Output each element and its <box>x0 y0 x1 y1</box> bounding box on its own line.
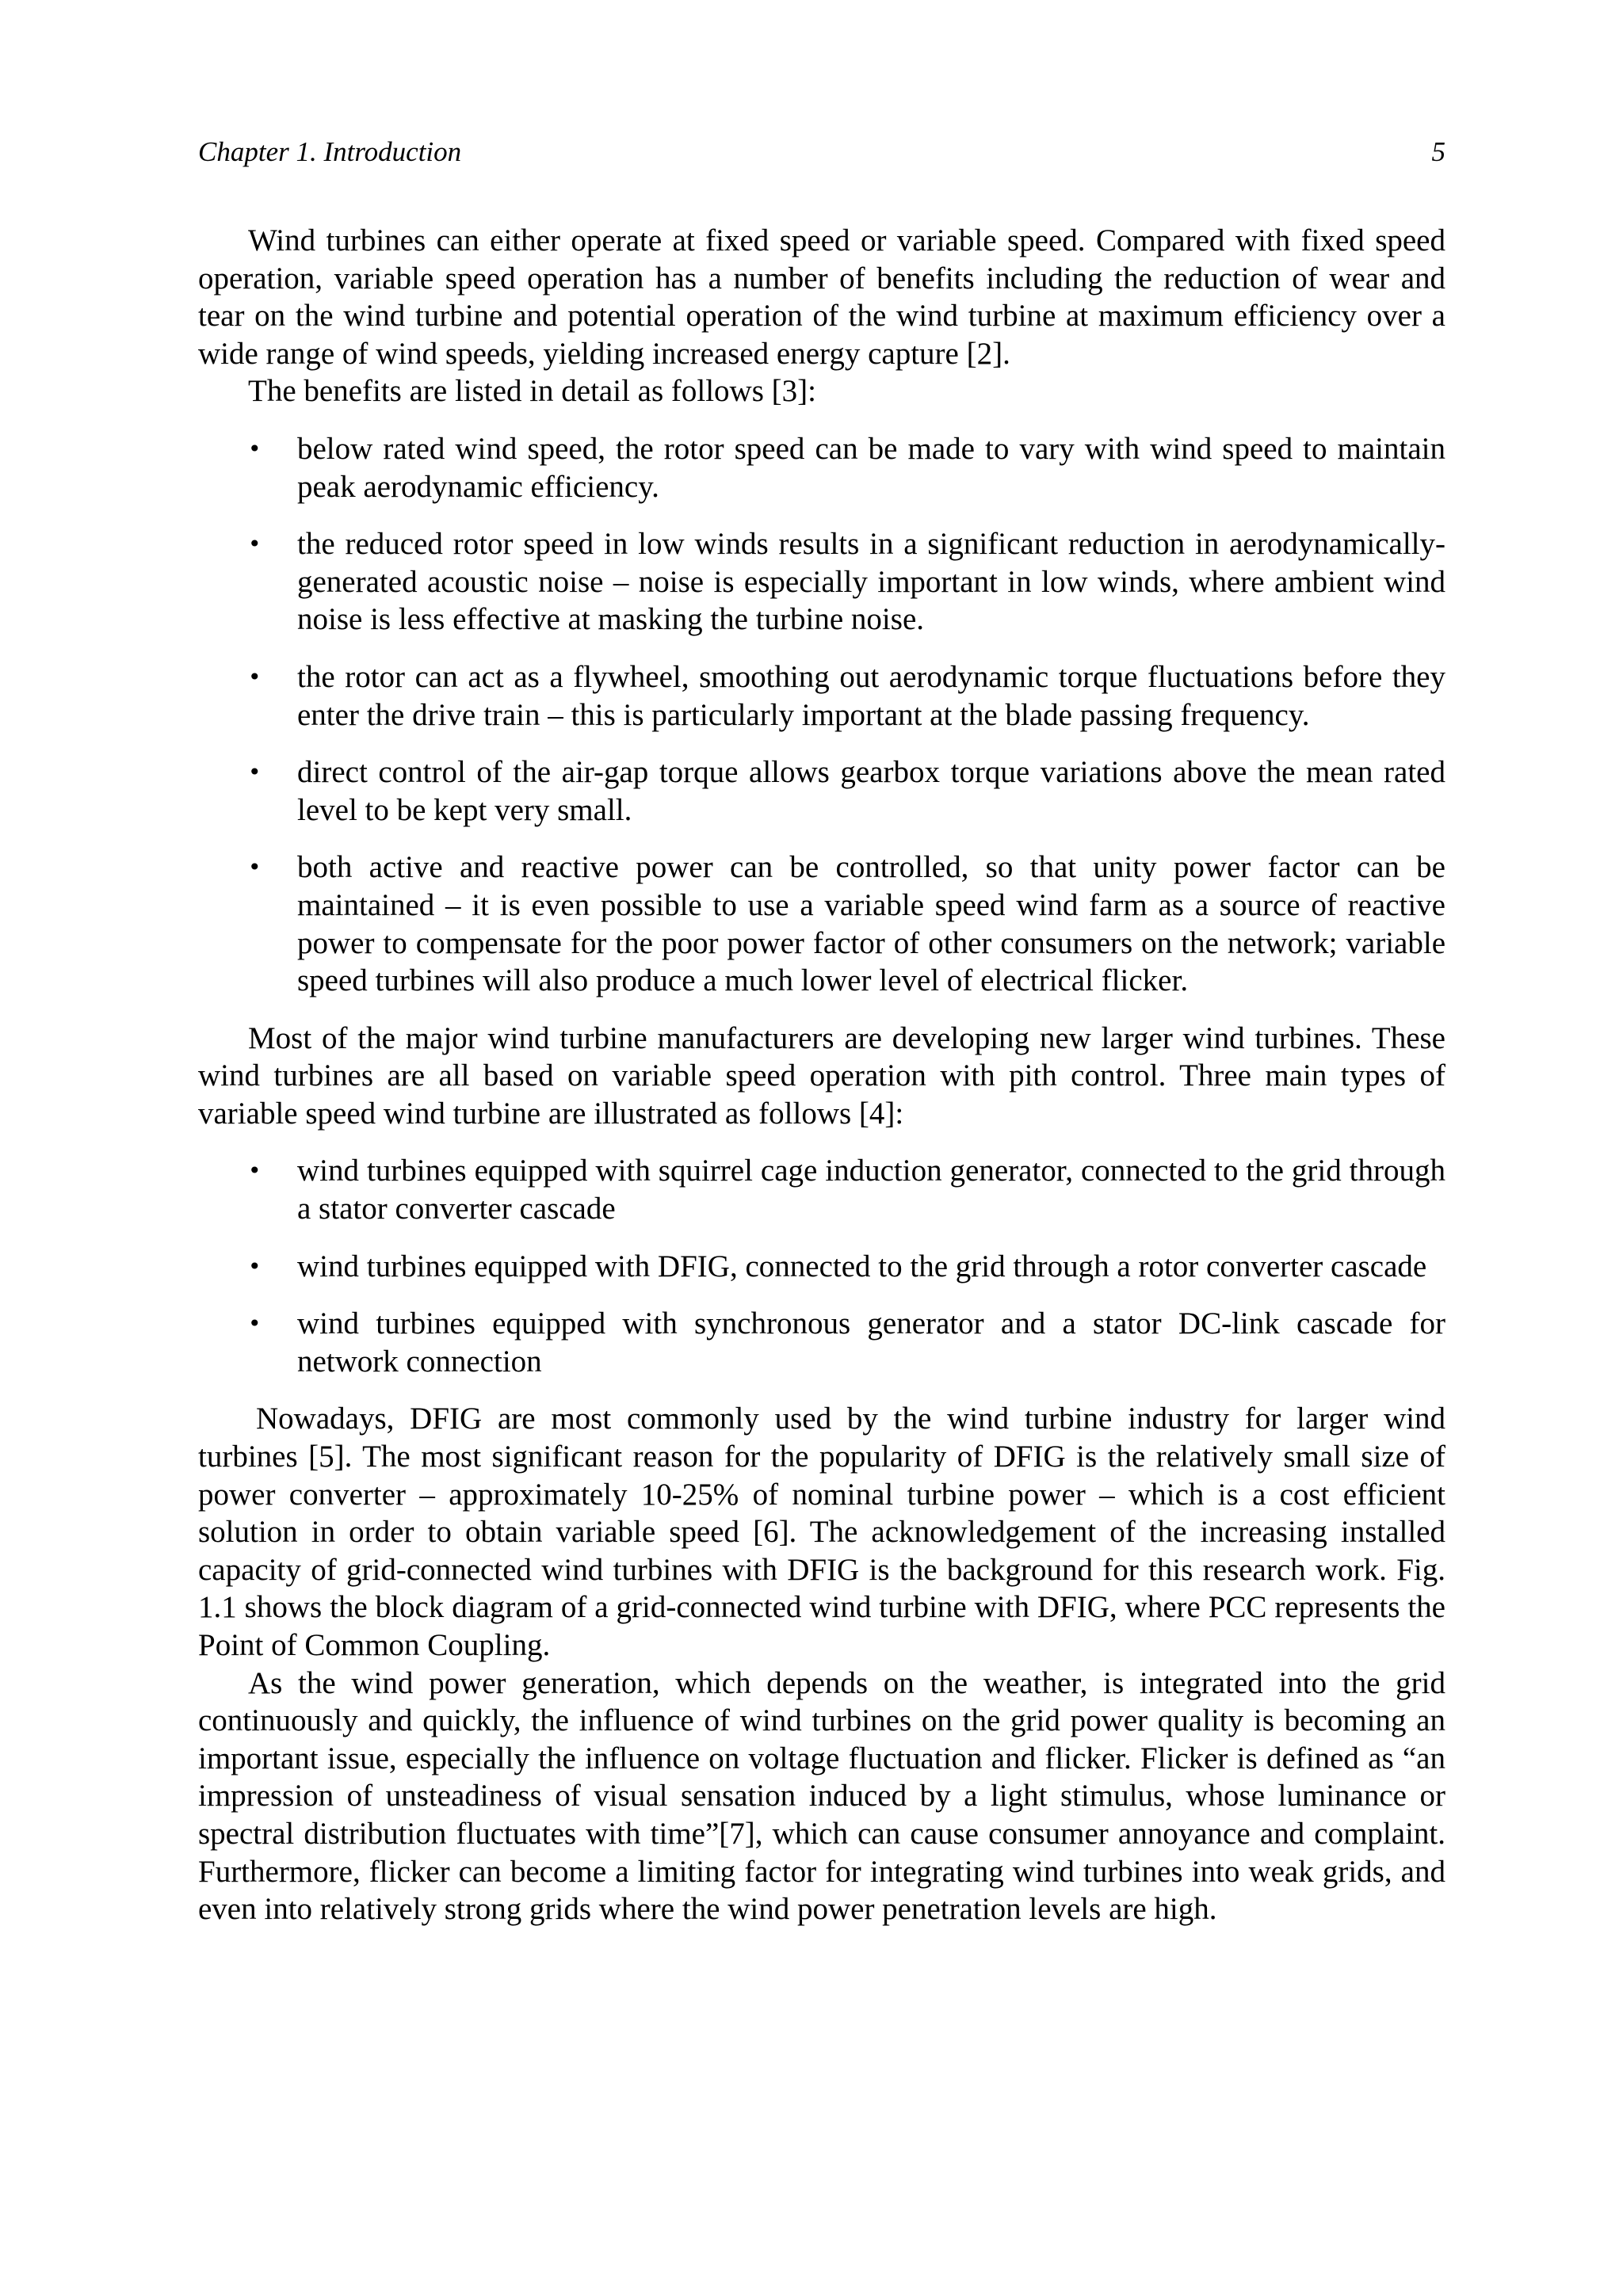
bullet-icon: • <box>248 531 262 558</box>
turbine-types-list <box>198 1152 1445 1380</box>
chapter-title: Chapter 1. Introduction <box>198 136 462 167</box>
paragraph-benefits-intro: The benefits are listed in detail as follows [3]: <box>248 374 816 409</box>
list-item <box>248 1305 1445 1380</box>
list-item <box>248 658 1445 734</box>
running-header <box>198 133 1445 171</box>
paragraph-dfig: Nowadays, DFIG are most commonly used by the wind turbine industry for larger wind turbines [5]. The most significant reason for the popularity of DFIG is the relatively small size of power converter – approximately 10-25% of nominal turbine power – which is a cost efficient solution in order to obtain variable speed [6]. The acknowledgement of the increasing installed capacity of grid-connected wind turbines with DFIG is the background for this research work. Fig. 1.1 shows the block diagram of a grid-connected wind turbine with DFIG, where PCC represents the Point of Common Coupling. <box>198 1402 1445 1662</box>
list-item-text: the rotor can act as a flywheel, smoothing out aerodynamic torque fluctuations before they enter the drive train – this is particularly important at the blade passing frequency. <box>297 659 1445 732</box>
bullet-icon: • <box>248 1158 262 1184</box>
bullet-icon: • <box>248 759 262 786</box>
paragraph-variable-speed: Wind turbines can either operate at fixed speed or variable speed. Compared with fixed speed operation, variable speed operation has a number of benefits including the reduction of wear and tear on the wind turbine and potential operation of the wind turbine at maximum efficiency over a wide range of wind speeds, yielding increased energy capture [2]. <box>198 223 1445 371</box>
list-item <box>248 1152 1445 1227</box>
list-item-text: wind turbines equipped with synchronous generator and a stator DC-link cascade for network connection <box>297 1306 1445 1379</box>
list-item-text: below rated wind speed, the rotor speed can be made to vary with wind speed to maintain peak aerodynamic efficiency. <box>297 431 1445 504</box>
page-number: 5 <box>1431 136 1445 167</box>
benefits-list <box>198 430 1445 1000</box>
list-item-text: the reduced rotor speed in low winds results in a significant reduction in aerodynamically-generated acoustic noise – noise is especially important in low winds, where ambient wind noise is less effective at masking the turbine noise. <box>297 527 1445 637</box>
paragraph-manufacturers: Most of the major wind turbine manufacturers are developing new larger wind turbines. These wind turbines are all based on variable speed operation with pith control. Three main types of variable speed wind turbine are illustrated as follows [4]: <box>198 1020 1445 1131</box>
list-item <box>248 753 1445 829</box>
list-item <box>248 525 1445 639</box>
list-item <box>248 1248 1445 1286</box>
bullet-icon: • <box>248 1310 262 1337</box>
bullet-icon: • <box>248 854 262 881</box>
page <box>198 133 1445 1928</box>
bullet-icon: • <box>248 1253 262 1280</box>
list-item <box>248 430 1445 505</box>
list-item-text: both active and reactive power can be controlled, so that unity power factor can be maintained – it is even possible to use a variable speed wind farm as a source of reactive power to compensate for the poor power factor of other consumers on the network; variable speed turbines will also produce a much lower level of electrical flicker. <box>297 850 1445 998</box>
paragraph-flicker: As the wind power generation, which depends on the weather, is integrated into the grid continuously and quickly, the influence of wind turbines on the grid power quality is becoming an important issue, especially the influence on voltage fluctuation and flicker. Flicker is defined as “an impression of unsteadiness of visual sensation induced by a light stimulus, whose luminance or spectral distribution fluctuates with time”[7], which can cause consumer annoyance and complaint. Furthermore, flicker can become a limiting factor for integrating wind turbines into weak grids, and even into relatively strong grids where the wind power penetration levels are high. <box>198 1665 1445 1927</box>
list-item-text: wind turbines equipped with squirrel cage induction generator, connected to the grid through a stator converter cascade <box>297 1154 1445 1226</box>
bullet-icon: • <box>248 663 262 690</box>
body-text <box>198 222 1445 1928</box>
list-item-text: wind turbines equipped with DFIG, connected to the grid through a rotor converter cascade <box>297 1249 1427 1283</box>
list-item-text: direct control of the air-gap torque allows gearbox torque variations above the mean rated level to be kept very small. <box>297 755 1445 827</box>
bullet-icon: • <box>248 435 262 462</box>
list-item <box>248 849 1445 999</box>
